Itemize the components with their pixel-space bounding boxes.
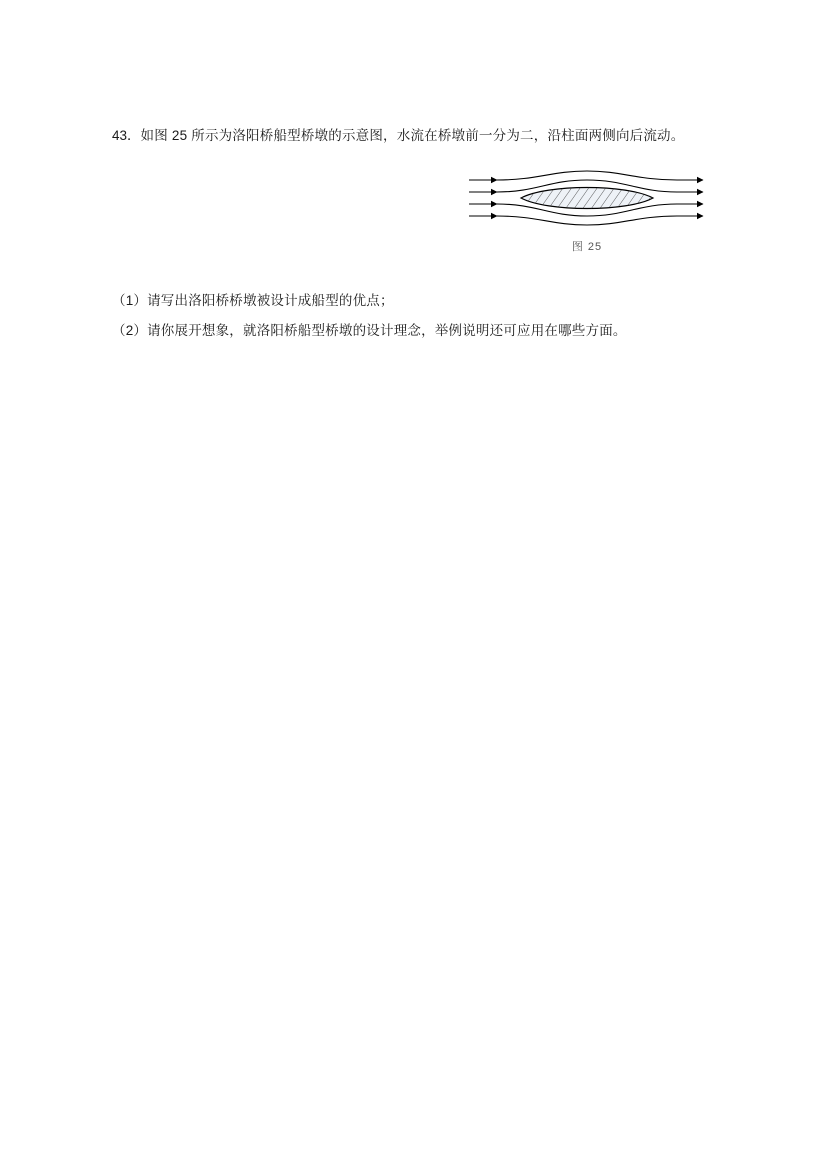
question-number: 43． — [112, 128, 141, 143]
figure-container — [112, 166, 722, 266]
sub-question-2: （2）请你展开想象，就洛阳桥船型桥墩的设计理念，举例说明还可应用在哪些方面。 — [112, 323, 627, 338]
figure-caption: 图 25 — [571, 241, 603, 253]
question-stem — [112, 122, 722, 150]
question-block — [112, 122, 722, 346]
sub-question-list — [112, 286, 722, 346]
question-stem-text: 如图 25 所示为洛阳桥船型桥墩的示意图，水流在桥墩前一分为二，沿柱面两侧向后流动。 — [140, 128, 685, 143]
sub-question-1: （1）请写出洛阳桥桥墩被设计成船型的优点； — [112, 293, 394, 308]
